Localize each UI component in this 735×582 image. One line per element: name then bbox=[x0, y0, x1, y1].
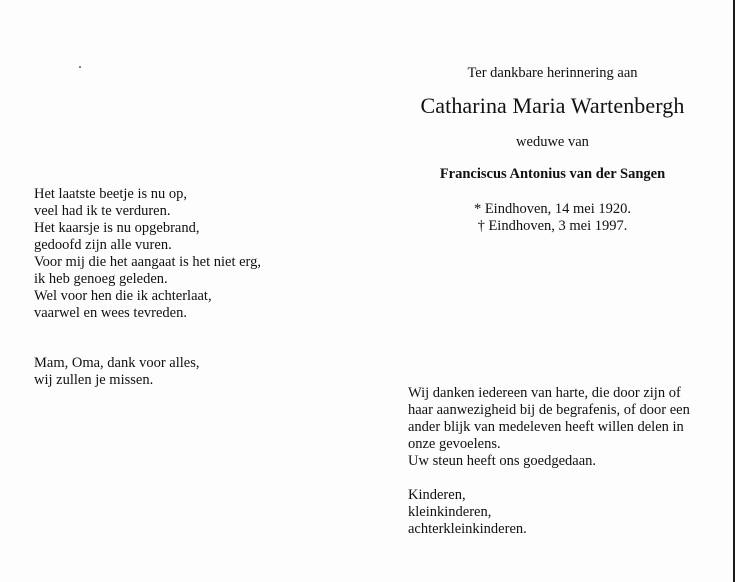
family-note bbox=[34, 355, 200, 389]
thanks-line: Wij danken iedereen van harte, die door zijn of bbox=[408, 385, 681, 401]
poem-line: ik heb genoeg geleden. bbox=[34, 271, 168, 287]
poem-line: gedoofd zijn alle vuren. bbox=[34, 237, 172, 253]
signoff-line: kleinkinderen, bbox=[408, 504, 492, 520]
thanks-line: haar aanwezigheid bij de begrafenis, of door een bbox=[408, 402, 690, 418]
thanks-line: Uw steun heeft ons goedgedaan. bbox=[408, 453, 597, 469]
signoff-line: achterkleinkinderen. bbox=[408, 521, 527, 537]
thanks-message bbox=[408, 385, 690, 470]
poem-line: Wel voor hen die ik achterlaat, bbox=[34, 288, 212, 304]
thanks-line: onze gevoelens. bbox=[408, 436, 501, 452]
print-speck bbox=[79, 66, 81, 68]
death-date: † Eindhoven, 3 mei 1997. bbox=[477, 218, 628, 234]
intro-text: Ter dankbare herinnering aan bbox=[467, 65, 638, 81]
signoff-line: Kinderen, bbox=[408, 487, 466, 503]
poem-line: veel had ik te verduren. bbox=[34, 203, 171, 219]
family-note-line: wij zullen je missen. bbox=[34, 372, 154, 388]
deceased-name: Catharina Maria Wartenbergh bbox=[420, 93, 685, 118]
poem-line: Het kaarsje is nu opgebrand, bbox=[34, 220, 200, 236]
poem-line: Het laatste beetje is nu op, bbox=[34, 186, 188, 202]
poem bbox=[34, 186, 261, 322]
poem-line: vaarwel en wees tevreden. bbox=[34, 305, 187, 321]
life-dates bbox=[380, 201, 725, 235]
birth-date: * Eindhoven, 14 mei 1920. bbox=[473, 201, 632, 217]
signoff bbox=[408, 487, 527, 538]
family-note-line: Mam, Oma, dank voor alles, bbox=[34, 355, 200, 371]
spouse-name: Franciscus Antonius van der Sangen bbox=[439, 166, 666, 182]
thanks-line: ander blijk van medeleven heeft willen delen in bbox=[408, 419, 684, 435]
widow-of-text: weduwe van bbox=[516, 134, 589, 150]
poem-line: Voor mij die het aangaat is het niet erg, bbox=[34, 254, 261, 270]
